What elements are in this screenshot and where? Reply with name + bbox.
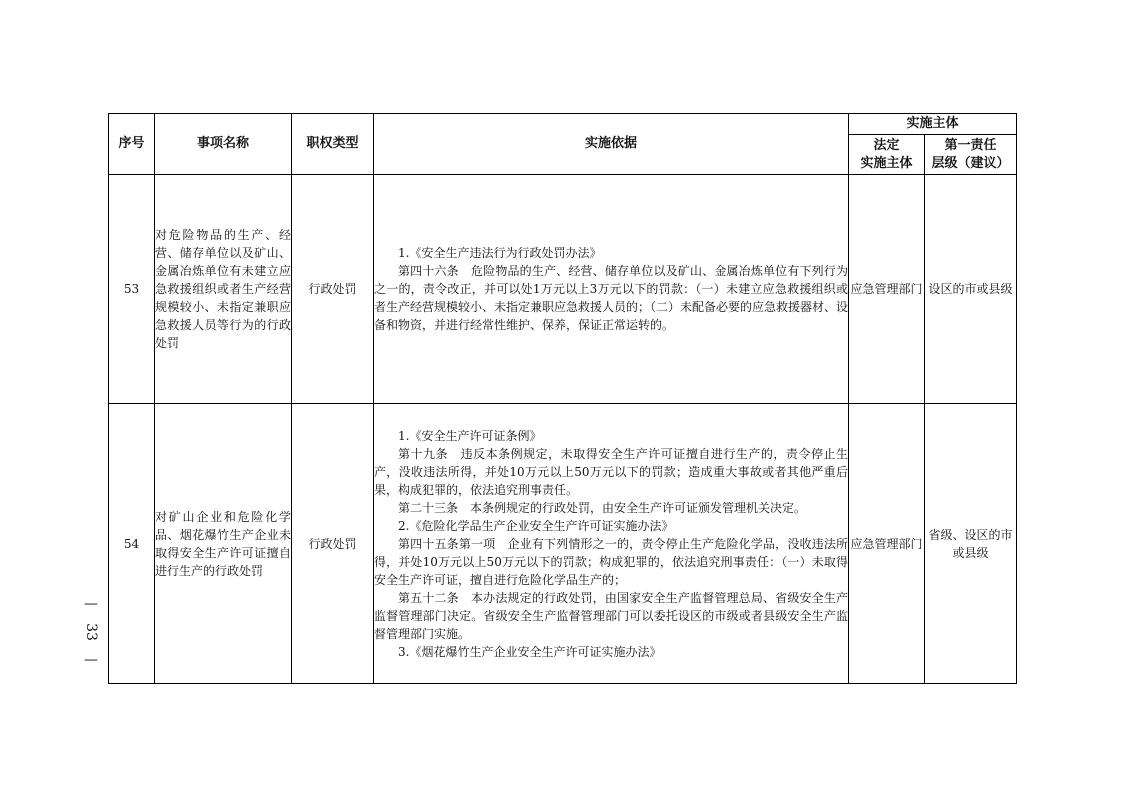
row-legal-subject: 应急管理部门 — [849, 404, 925, 684]
page-number: 33 — [83, 623, 99, 641]
row-item-name: 对危险物品的生产、经营、储存单位以及矿山、金属冶炼单位有未建立应急救援组织或者生产经营规模较小、未指定兼职应急救援人员等行为的行政处罚 — [155, 175, 292, 404]
row-basis — [374, 175, 849, 404]
header-legal-subject-line1: 法定 — [873, 137, 900, 153]
row-seq: 54 — [109, 404, 155, 684]
header-first-level — [925, 135, 1017, 175]
row-power-type: 行政处罚 — [292, 175, 374, 404]
row-legal-subject: 应急管理部门 — [849, 175, 925, 404]
header-subject-group: 实施主体 — [849, 114, 1017, 135]
row-item-name: 对矿山企业和危险化学品、烟花爆竹生产企业未取得安全生产许可证擅自进行生产的行政处罚 — [155, 404, 292, 684]
basis-paragraph: 1.《安全生产许可证条例》 — [398, 428, 542, 443]
table-row — [109, 175, 1017, 404]
header-power-type: 职权类型 — [292, 114, 374, 175]
row-seq: 53 — [109, 175, 155, 404]
basis-paragraph: 1.《安全生产违法行为行政处罚办法》 — [398, 246, 602, 260]
row-power-type: 行政处罚 — [292, 404, 374, 684]
page-number-block — [79, 595, 103, 669]
power-list-table — [108, 113, 1017, 684]
header-first-level-line1: 第一责任 — [944, 137, 997, 153]
page-dash-bottom: — — [84, 652, 98, 668]
header-seq: 序号 — [109, 114, 155, 175]
header-basis: 实施依据 — [374, 114, 849, 175]
basis-paragraph: 第二十三条 本条例规定的行政处罚，由安全生产许可证颁发管理机关决定。 — [398, 500, 807, 515]
header-item-name: 事项名称 — [155, 114, 292, 175]
basis-paragraph: 2.《危险化学品生产企业安全生产许可证实施办法》 — [398, 518, 674, 533]
basis-paragraph: 第四十五条第一项 企业有下列情形之一的，责令停止生产危险化学品，没收违法所得，并处10万元以上50万元以下的罚款；构成犯罪的，依法追究刑事责任：（一）未取得安全生产许可证，擅自进行危险化学品生产的； — [374, 536, 848, 587]
header-legal-subject — [849, 135, 925, 175]
row-first-level: 省级、设区的市或县级 — [925, 404, 1017, 684]
basis-paragraph: 第十九条 违反本条例规定，未取得安全生产许可证擅自进行生产的，责令停止生产，没收违法所得，并处10万元以上50万元以下的罚款；造成重大事故或者其他严重后果，构成犯罪的，依法追究刑事责任。 — [374, 446, 848, 497]
basis-paragraph: 第五十二条 本办法规定的行政处罚，由国家安全生产监督管理总局、省级安全生产监督管理部门决定。省级安全生产监督管理部门可以委托设区的市级或者县级安全生产监督管理部门实施。 — [374, 590, 848, 641]
row-basis — [374, 404, 849, 684]
page-dash-top: — — [84, 596, 98, 612]
basis-paragraph: 第四十六条 危险物品的生产、经营、储存单位以及矿山、金属冶炼单位有下列行为之一的，责令改正，并可以处1万元以上3万元以下的罚款：（一）未建立应急救援组织或者生产经营规模较小、未指定兼职应急救援人员的；（二）未配备必要的应急救援器材、设备和物资，并进行经常性维护、保养，保证正常运转的。 — [374, 264, 849, 332]
header-legal-subject-line2: 实施主体 — [860, 155, 913, 171]
table-row — [109, 404, 1017, 684]
basis-paragraph: 3.《烟花爆竹生产企业安全生产许可证实施办法》 — [398, 644, 662, 659]
header-first-level-line2: 层级（建议） — [931, 155, 1010, 171]
row-first-level: 设区的市或县级 — [925, 175, 1017, 404]
